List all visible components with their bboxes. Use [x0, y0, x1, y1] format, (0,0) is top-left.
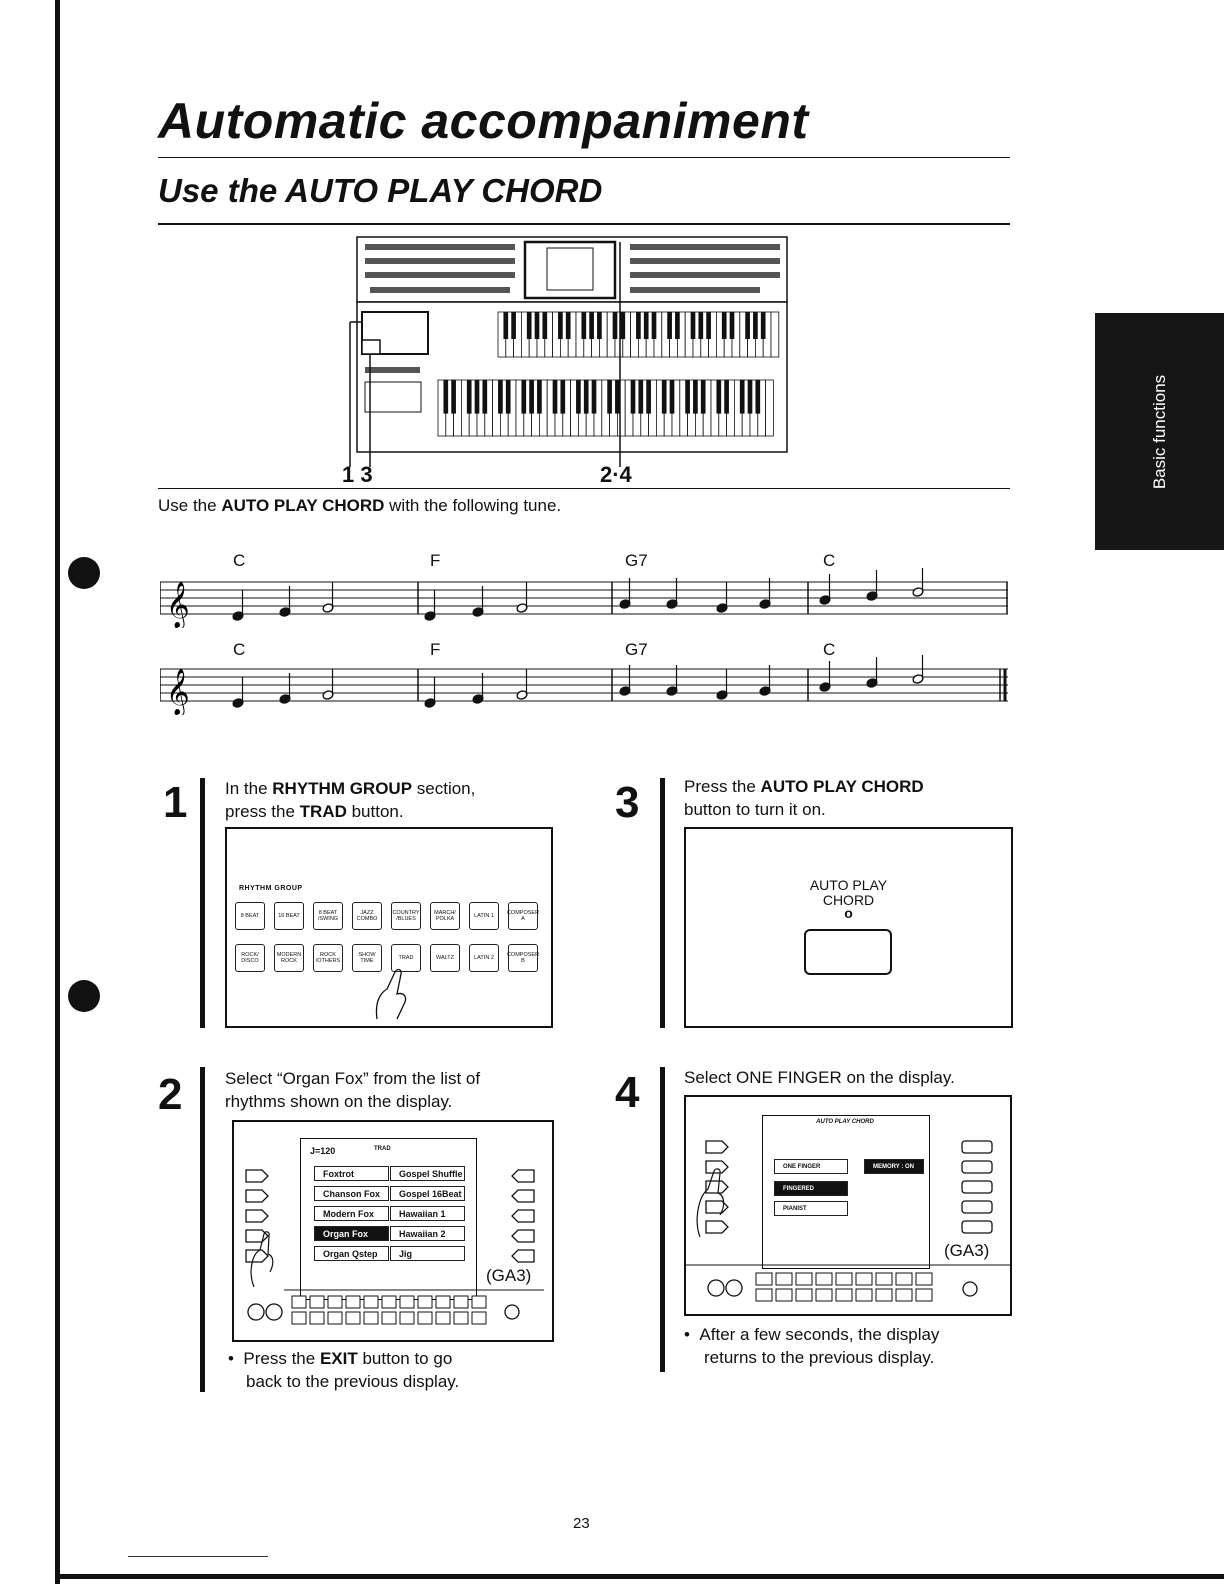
rhythm-item-hawaiian-1[interactable]: Hawaiian 1 — [390, 1206, 465, 1221]
auto-play-header: AUTO PLAY CHORD — [816, 1119, 874, 1125]
rhythm-item-organ-qstep[interactable]: Organ Qstep — [314, 1246, 389, 1261]
rhythm-country-blues-button[interactable]: COUNTRY /BLUES — [391, 902, 421, 930]
rhythm-rock-disco-button[interactable]: ROCK/ DISCO — [235, 944, 265, 972]
black-key — [527, 312, 532, 339]
step-number: 3 — [615, 778, 640, 827]
black-key — [607, 380, 612, 414]
black-key — [498, 380, 503, 414]
treble-clef: 𝄞 — [166, 582, 190, 628]
footer-rule — [128, 1556, 268, 1557]
black-key — [722, 312, 727, 339]
black-key — [755, 380, 760, 414]
side-tab-label: Basic functions — [1149, 374, 1169, 489]
rhythm-waltz-button[interactable]: WALTZ — [430, 944, 460, 972]
black-key — [693, 380, 698, 414]
display-panel-step4 — [684, 1095, 1012, 1316]
lower-manual-keys — [438, 380, 773, 436]
black-key — [685, 380, 690, 414]
intro-text: Use the AUTO PLAY CHORD with the following tune. — [158, 496, 562, 515]
binder-hole-top — [68, 557, 100, 589]
model-label: (GA3) — [486, 1266, 532, 1285]
black-key — [581, 312, 586, 339]
upper-manual-keys — [498, 312, 779, 357]
step-bar — [660, 1067, 665, 1372]
option-one-finger[interactable]: ONE FINGER — [774, 1159, 848, 1174]
tempo-readout: J=120 — [310, 1146, 336, 1156]
black-key — [482, 380, 487, 414]
page-number: 23 — [573, 1515, 590, 1532]
black-key — [724, 380, 729, 414]
option-fingered[interactable]: FINGERED — [774, 1181, 848, 1196]
model-label: (GA3) — [944, 1241, 990, 1260]
chord-label: F — [430, 640, 441, 659]
page-border-left — [55, 0, 60, 1584]
black-key — [597, 312, 602, 339]
rhythm-trad-button[interactable]: TRAD — [391, 944, 421, 972]
white-key — [766, 380, 774, 436]
option-pianist[interactable]: PIANIST — [774, 1201, 848, 1216]
rhythm-item-gospel-16beat[interactable]: Gospel 16Beat — [390, 1186, 465, 1201]
side-tab — [1095, 313, 1224, 550]
black-key — [589, 312, 594, 339]
black-key — [558, 312, 563, 339]
black-key — [745, 312, 750, 339]
page-title: Automatic accompaniment — [158, 93, 809, 149]
section-rule — [158, 223, 1010, 225]
step-3-text: Press the AUTO PLAY CHORD button to turn it on. — [684, 777, 924, 819]
black-key — [631, 380, 636, 414]
rhythm-8beat-swing-button[interactable]: 8 BEAT /SWING — [313, 902, 343, 930]
black-key — [698, 312, 703, 339]
black-key — [662, 380, 667, 414]
black-key — [521, 380, 526, 414]
black-key — [646, 380, 651, 414]
black-key — [675, 312, 680, 339]
chord-label: G7 — [625, 640, 648, 659]
group-readout: TRAD — [374, 1146, 391, 1152]
black-key — [716, 380, 721, 414]
black-key — [706, 312, 711, 339]
step-2-note: • Press the EXIT button to go back to the previous display. — [228, 1349, 460, 1391]
rhythm-jazz-combo-button[interactable]: JAZZ COMBO — [352, 902, 382, 930]
rhythm-composer-b-button[interactable]: COMPOSER B — [508, 944, 538, 972]
black-key — [691, 312, 696, 339]
black-key — [753, 312, 758, 339]
black-key — [553, 380, 558, 414]
black-key — [667, 312, 672, 339]
rhythm-composer-a-button[interactable]: COMPOSER A — [508, 902, 538, 930]
rhythm-item-chanson-fox[interactable]: Chanson Fox — [314, 1186, 389, 1201]
chord-label: C — [233, 640, 246, 659]
rhythm-modern-rock-button[interactable]: MODERN ROCK — [274, 944, 304, 972]
rhythm-item-gospel-shuffle[interactable]: Gospel Shuffle — [390, 1166, 465, 1181]
chord-label: C — [823, 640, 836, 659]
keyboard-illustration — [340, 232, 800, 467]
chord-label: C — [823, 551, 836, 570]
rhythm-latin2-button[interactable]: LATIN 2 — [469, 944, 499, 972]
figure-rule — [158, 488, 1010, 489]
binder-hole-bottom — [68, 980, 100, 1012]
memory-status[interactable]: MEMORY : ON — [864, 1159, 924, 1174]
page-border-bottom — [55, 1574, 1224, 1579]
rhythm-item-foxtrot[interactable]: Foxtrot — [314, 1166, 389, 1181]
rhythm-16beat-button[interactable]: 16 BEAT — [274, 902, 304, 930]
black-key — [592, 380, 597, 414]
rhythm-item-hawaiian-2[interactable]: Hawaiian 2 — [390, 1226, 465, 1241]
black-key — [511, 312, 516, 339]
section-title: Use the AUTO PLAY CHORD — [158, 172, 603, 209]
rhythm-item-organ-fox[interactable]: Organ Fox — [314, 1226, 389, 1241]
display-buttons — [686, 1097, 1010, 1314]
rhythm-latin1-button[interactable]: LATIN 1 — [469, 902, 499, 930]
chord-label: G7 — [625, 551, 648, 570]
step-number: 4 — [615, 1068, 640, 1117]
rhythm-group-panel — [225, 827, 553, 1028]
black-key — [652, 312, 657, 339]
black-key — [638, 380, 643, 414]
black-key — [670, 380, 675, 414]
rhythm-march-polka-button[interactable]: MARCH/ POLKA — [430, 902, 460, 930]
rhythm-8beat-button[interactable]: 8 BEAT — [235, 902, 265, 930]
black-key — [529, 380, 534, 414]
rhythm-item-modern-fox[interactable]: Modern Fox — [314, 1206, 389, 1221]
callout-right: 2·4 — [600, 462, 632, 487]
black-key — [443, 380, 448, 414]
white-key — [771, 312, 779, 357]
display-panel-step2 — [232, 1120, 554, 1342]
black-key — [740, 380, 745, 414]
rhythm-group-label: RHYTHM GROUP — [239, 885, 303, 892]
black-key — [451, 380, 456, 414]
step-number: 1 — [163, 778, 188, 827]
black-key — [537, 380, 542, 414]
black-key — [576, 380, 581, 414]
pointing-hand-icon — [367, 964, 427, 1024]
chord-label: C — [233, 551, 246, 570]
step-bar — [200, 778, 205, 1028]
black-key — [475, 380, 480, 414]
step-number: 2 — [158, 1070, 183, 1119]
black-key — [615, 380, 620, 414]
black-key — [636, 312, 641, 339]
rhythm-rock-others-button[interactable]: ROCK /OTHERS — [313, 944, 343, 972]
step-4-text: Select ONE FINGER on the display. — [684, 1068, 955, 1087]
black-key — [566, 312, 571, 339]
black-key — [467, 380, 472, 414]
black-key — [748, 380, 753, 414]
step-bar — [660, 778, 665, 1028]
step-4-note: • After a few seconds, the display returns to the previous display. — [684, 1325, 940, 1367]
step-2-text: Select “Organ Fox” from the list of rhythms shown on the display. — [225, 1069, 481, 1111]
black-key — [620, 312, 625, 339]
auto-play-chord-button[interactable] — [804, 929, 892, 975]
auto-play-label: AUTO PLAY CHORD — [809, 877, 888, 908]
black-key — [761, 312, 766, 339]
black-key — [560, 380, 565, 414]
step-1-text: In the RHYTHM GROUP section, press the TRAD button. — [225, 779, 476, 821]
black-key — [503, 312, 508, 339]
treble-clef: 𝄞 — [166, 669, 190, 715]
black-key — [613, 312, 618, 339]
black-key — [535, 312, 540, 339]
black-key — [730, 312, 735, 339]
display-buttons — [234, 1122, 552, 1340]
black-key — [701, 380, 706, 414]
black-key — [506, 380, 511, 414]
black-key — [644, 312, 649, 339]
rhythm-show-time-button[interactable]: SHOW TIME — [352, 944, 382, 972]
black-key — [584, 380, 589, 414]
auto-play-panel — [684, 827, 1013, 1028]
black-key — [542, 312, 547, 339]
step-bar — [200, 1067, 205, 1392]
music-staff-2 — [160, 655, 1010, 715]
rhythm-item-jig[interactable]: Jig — [390, 1246, 465, 1261]
chord-label: F — [430, 551, 441, 570]
auto-play-indicator: o — [844, 905, 853, 921]
callout-left: 1 3 — [342, 462, 373, 487]
title-rule — [158, 157, 1010, 158]
music-staff-1 — [160, 568, 1010, 628]
